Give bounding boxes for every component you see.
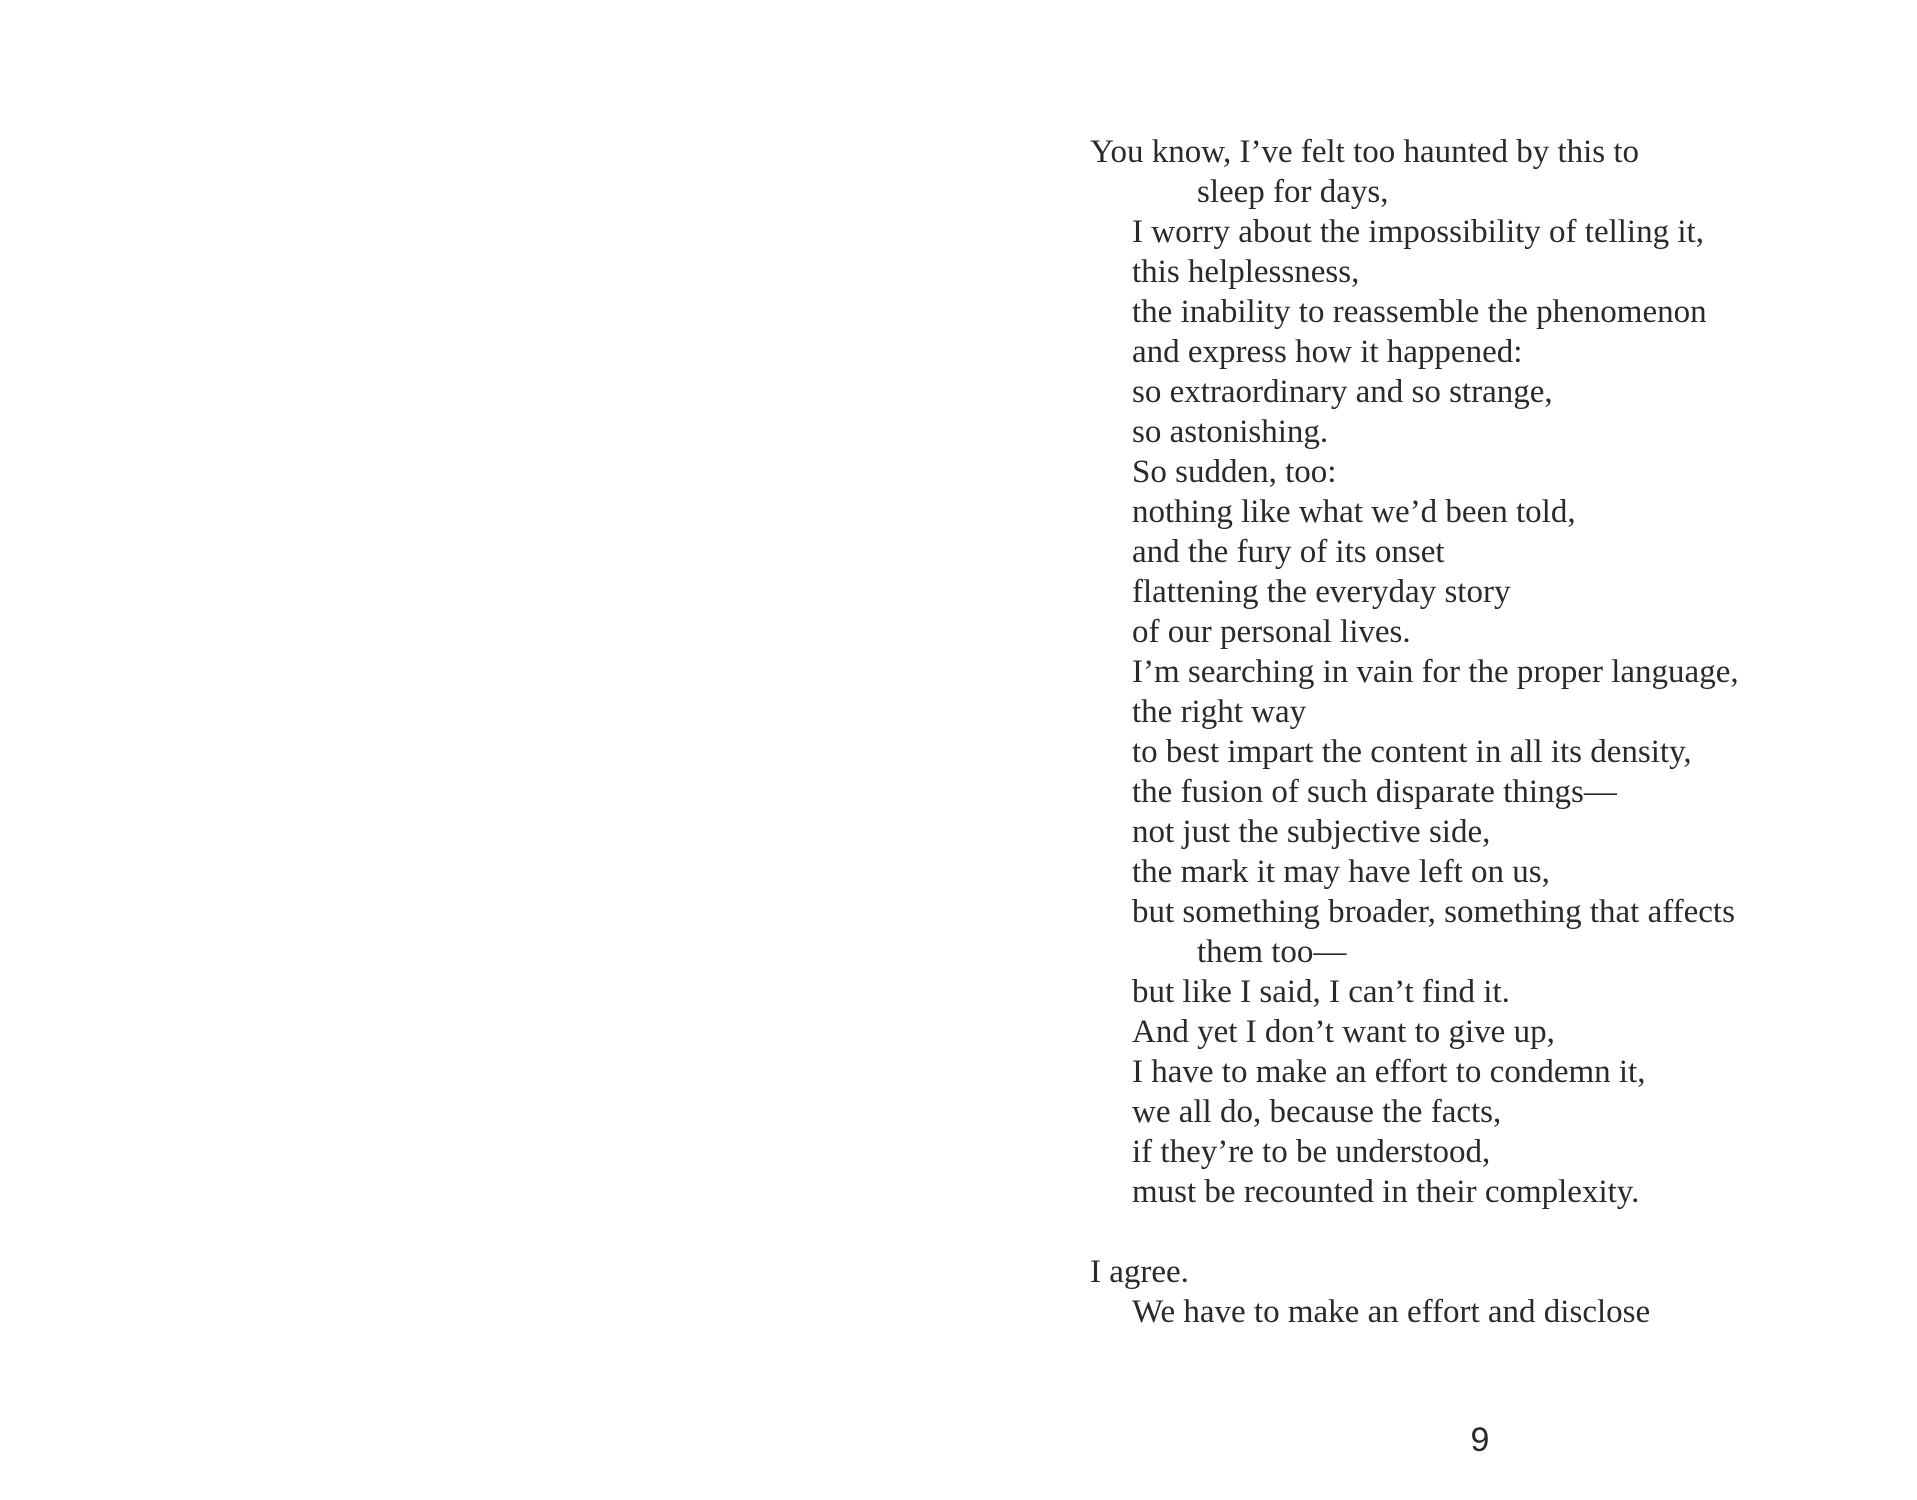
poem-line: not just the subjective side, bbox=[1132, 814, 1491, 850]
poem-line: the fusion of such disparate things— bbox=[1132, 774, 1617, 810]
poem-line: I agree. bbox=[1090, 1254, 1189, 1290]
poem-line: I have to make an effort to condemn it, bbox=[1132, 1054, 1646, 1090]
poem-line: flattening the everyday story bbox=[1132, 574, 1511, 610]
blank-left-page bbox=[0, 0, 958, 1500]
poem-line: the inability to reassemble the phenomenon bbox=[1132, 294, 1707, 330]
poem-line: We have to make an effort and disclose bbox=[1132, 1294, 1651, 1330]
poem-line: So sudden, too: bbox=[1132, 454, 1337, 490]
poem-line: we all do, because the facts, bbox=[1132, 1094, 1502, 1130]
poem-line: and the fury of its onset bbox=[1132, 534, 1445, 570]
poem-line: them too— bbox=[1197, 934, 1347, 970]
poem-line: the mark it may have left on us, bbox=[1132, 854, 1550, 890]
poem-line: I’m searching in vain for the proper language, bbox=[1132, 654, 1739, 690]
poem-line: so astonishing. bbox=[1132, 414, 1329, 450]
poem-line: but like I said, I can’t find it. bbox=[1132, 974, 1510, 1010]
poem-line: And yet I don’t want to give up, bbox=[1132, 1014, 1555, 1050]
page-number: 9 bbox=[1470, 1421, 1490, 1459]
poem-line: to best impart the content in all its density, bbox=[1132, 734, 1692, 770]
poem-line: the right way bbox=[1132, 694, 1307, 730]
poem-line: of our personal lives. bbox=[1132, 614, 1411, 650]
poem-line: but something broader, something that affects bbox=[1132, 894, 1735, 930]
poem-line: sleep for days, bbox=[1197, 174, 1389, 210]
stanza bbox=[1090, 1252, 1870, 1332]
poem-line: I worry about the impossibility of telling it, bbox=[1132, 214, 1704, 250]
poem-line: must be recounted in their complexity. bbox=[1132, 1174, 1640, 1210]
poem-line: You know, I’ve felt too haunted by this to bbox=[1090, 134, 1640, 170]
poem-text bbox=[1090, 132, 1870, 1332]
poem-line: and express how it happened: bbox=[1132, 334, 1523, 370]
poem-line: if they’re to be understood, bbox=[1132, 1134, 1491, 1170]
stanza bbox=[1090, 132, 1870, 1212]
poem-line: nothing like what we’d been told, bbox=[1132, 494, 1576, 530]
poem-line: so extraordinary and so strange, bbox=[1132, 374, 1553, 410]
poem-line: this helplessness, bbox=[1132, 254, 1360, 290]
